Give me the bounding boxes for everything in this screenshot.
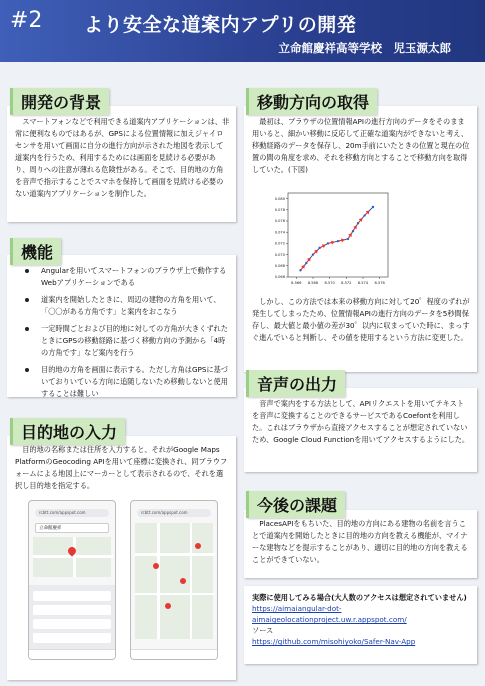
audio-text: 音声で案内をする方法として、APIリクエストを用いてテキストを音声に変換することのできるサービスであるCoefontを利用した。これはブラウザから直接アクセスすることが想定されていないため、Google Cloud Functionを用いてアクセスするようにした。 bbox=[252, 399, 470, 444]
y-tick-label: 0.078 bbox=[274, 208, 285, 212]
direction-text-2: しかし、この方法では本来の移動方向に対して20゜程度のずれが発生してしまったため、位置情報APIの進行方向のデータを5秒間保存し、最大値と最小値の差が30゜以内に収まっていた時に、まっすぐ進んでいると判断し、その値を使用するという方法に変更した。 bbox=[252, 297, 470, 342]
y-tick-label: 0.072 bbox=[274, 241, 285, 246]
x-tick-label: 8.574 bbox=[357, 281, 369, 285]
direction-heading: 移動方向の取得 bbox=[246, 88, 377, 115]
audio-card bbox=[244, 388, 477, 472]
y-tick-label: 0.070 bbox=[274, 252, 285, 257]
poster-header bbox=[0, 0, 485, 62]
y-tick-label: 0.074 bbox=[274, 230, 285, 235]
phone-map bbox=[135, 523, 213, 639]
background-heading: 開発の背景 bbox=[10, 88, 109, 115]
feature-item: 道案内を開始したときに、周辺の建物の方角を用いて、「〇〇がある方角です」と案内をおこなう bbox=[41, 294, 230, 318]
y-tick-label: 0.066 bbox=[274, 275, 285, 280]
y-tick-label: 0.076 bbox=[274, 219, 285, 224]
features-heading: 機能 bbox=[10, 238, 61, 265]
source-url-link[interactable]: https://github.com/misohiyoko/Safer-Nav-App bbox=[252, 637, 416, 646]
phone-url-bar: rcbtt.com/appspot.com bbox=[35, 509, 109, 517]
path-line bbox=[301, 207, 374, 270]
destination-text: 目的地の名称または住所を入力すると、それがGoogle Maps PlatformのGeocoding APIを用いて座標に変換され、同ブラウフォームによる地図上にマーカーとして表示されるので、それを選択し目的地を指定する。 bbox=[15, 445, 228, 490]
background-card bbox=[7, 106, 236, 222]
x-tick-label: 8.566 bbox=[291, 281, 302, 285]
phone-screenshot-search bbox=[28, 500, 116, 660]
x-tick-label: 8.576 bbox=[374, 281, 385, 285]
features-list bbox=[15, 265, 230, 400]
chart-frame bbox=[288, 193, 388, 277]
phone-map bbox=[33, 537, 111, 577]
x-tick-label: 8.572 bbox=[341, 281, 352, 285]
phone-url-bar: rcbtt.com/appspot.com bbox=[137, 509, 211, 517]
destination-heading: 目的地の入力 bbox=[10, 418, 125, 445]
x-tick-label: 8.568 bbox=[307, 281, 319, 285]
y-tick-label: 0.068 bbox=[274, 264, 285, 268]
future-text: PlacesAPIをもちいた、目的地の方向にある建物の名前を言うことで道案内を開始したときに目的地の方向を教える機能が、マイナーな建物などを提示することがあり、適切に目的地の方向を教えることができていない。 bbox=[252, 519, 468, 564]
future-card bbox=[244, 510, 477, 578]
direction-text-1: 最初は、ブラウザの位置情報APIの進行方向のデータをそのまま用いると、細かい移動に反応して正確な道案内ができないと考え、移動経路のデータを保存し、20m手前にいたときの位置と現在の位置の間の角度を求め、それを移動方向とすることで移動方向を取得していた。(下図) bbox=[252, 117, 470, 174]
phone-screenshot-map bbox=[130, 500, 218, 660]
phone-keyboard bbox=[29, 585, 115, 649]
x-tick-label: 8.570 bbox=[324, 281, 335, 285]
poster-number: #2 bbox=[10, 8, 43, 33]
feature-item: 目的地の方角を画面に表示する。ただし方角はGPSに基づいておりいている方向に追随しないため移動しないと使用することは難しい bbox=[41, 364, 230, 400]
app-url-link[interactable]: https://aimaiangular-dot- bbox=[252, 604, 342, 613]
phone-search-text: 立命館慶祥 bbox=[39, 526, 62, 531]
feature-item: Angularを用いてスマートフォンのブラウザ上で動作するWebアプリケーションである bbox=[41, 265, 230, 289]
audio-heading: 音声の出力 bbox=[246, 370, 345, 397]
background-text: スマートフォンなどで利用できる道案内アプリケーションは、非常に便利なものではあるが、GPSによる位置情報に加えジャイロセンサを用いて画面に自分の進行方向が示された地図を表示して道案内を行うため、利用するためには画面を見続ける必要があり、周りへの注意が薄れる危険性がある。そこで、目的地の方角を音声で指示することでスマホを保持して画面を見続ける必要のない道案内アプリケーションを制作した。 bbox=[15, 117, 230, 198]
direction-card bbox=[244, 106, 477, 372]
usage-note: 実際に使用してみる場合(大人数のアクセスは想定されていません) bbox=[252, 593, 467, 602]
path-point bbox=[372, 206, 374, 208]
future-heading: 今後の課題 bbox=[246, 491, 345, 518]
y-tick-label: 0.080 bbox=[274, 196, 285, 201]
app-url-link-cont[interactable]: aimaigeolocationproject.uw.r.appspot.com/ bbox=[252, 615, 407, 624]
links-card bbox=[244, 586, 477, 664]
phone-search-field bbox=[35, 523, 109, 533]
direction-chart bbox=[266, 187, 396, 292]
poster-title: より安全な道案内アプリの開発 bbox=[84, 14, 357, 36]
source-label: ソース bbox=[252, 626, 274, 635]
feature-item: 一定時間ごとおよび目的地に対しての方角が大きくずれたときにGPSの移動経路に基づく移動方向の予測から「4時の方角です」など案内を行う bbox=[41, 323, 230, 359]
features-card bbox=[7, 255, 236, 397]
poster-author: 立命館慶祥高等学校 児玉源太郎 bbox=[278, 41, 451, 55]
